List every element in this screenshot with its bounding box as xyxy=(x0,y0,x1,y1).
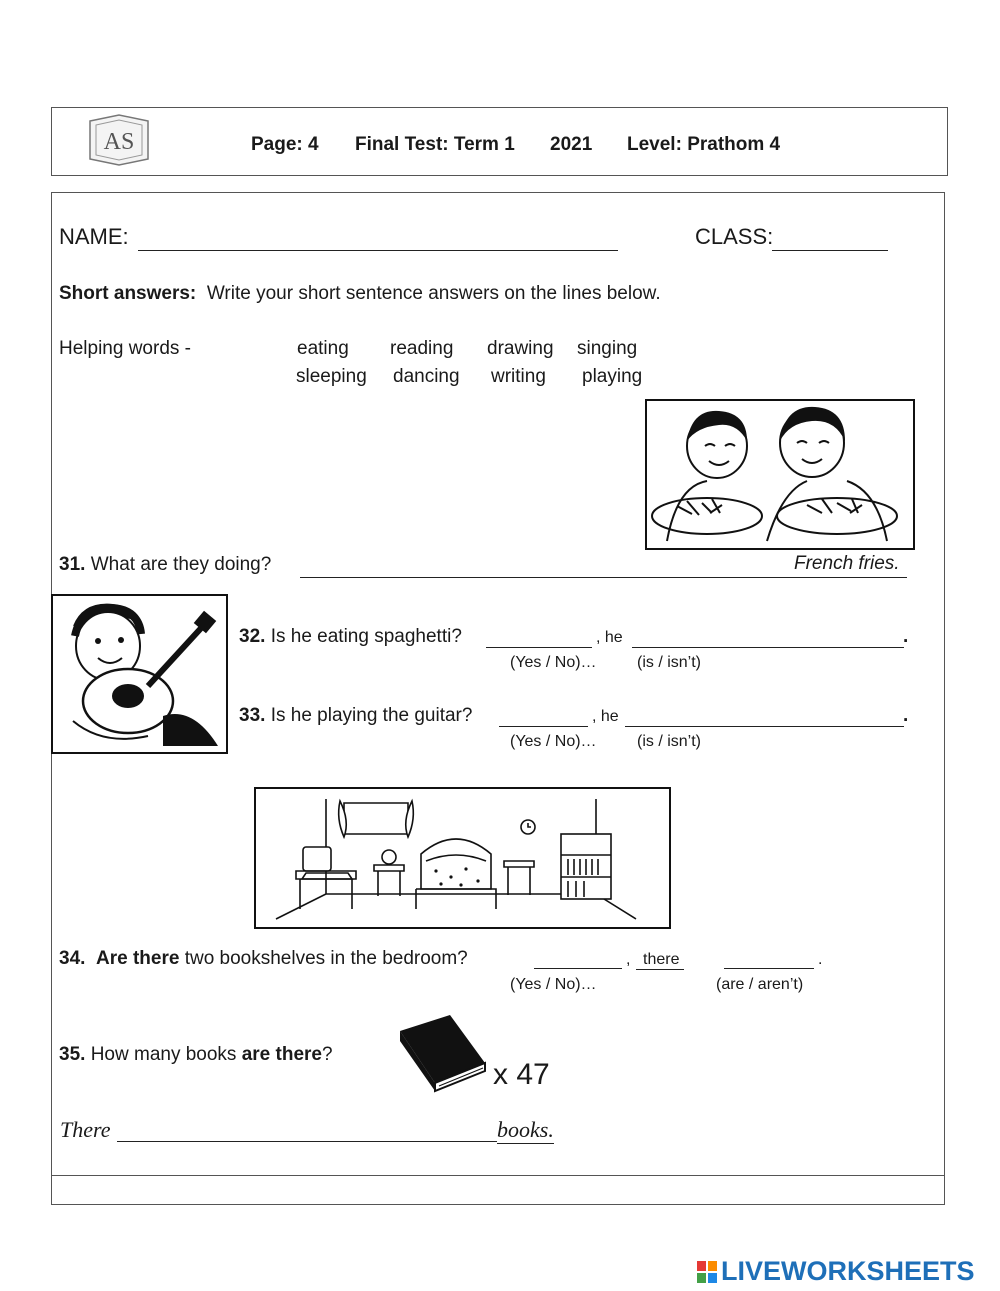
q32-hint-yes-no: (Yes / No)… xyxy=(510,654,597,671)
q35-number: 35. xyxy=(59,1044,86,1065)
q32-text: Is he eating spaghetti? xyxy=(270,626,462,647)
q31-underline xyxy=(792,577,907,578)
q33-prompt xyxy=(239,705,472,727)
class-field[interactable] xyxy=(772,225,888,251)
q31-suffix: French fries. xyxy=(794,553,900,574)
q34-prompt xyxy=(59,948,468,970)
q35-answer[interactable] xyxy=(117,1118,497,1142)
helping-word: writing xyxy=(491,366,546,387)
instructions-text: Write your short sentence answers on the lines below. xyxy=(206,283,661,304)
q32-comma-he: , he xyxy=(596,629,623,646)
q33-period: . xyxy=(903,705,909,726)
q33-number: 33. xyxy=(239,705,266,726)
brand-block xyxy=(708,1261,717,1271)
q33-comma-he: , he xyxy=(592,708,619,725)
q34-yes-no-field[interactable] xyxy=(534,947,622,969)
q35-text-a: How many books xyxy=(90,1044,237,1065)
liveworksheets-logo xyxy=(697,1256,975,1287)
q35-prompt xyxy=(59,1044,333,1066)
q34-there-text: there xyxy=(643,951,680,968)
q32-prompt xyxy=(239,626,462,648)
q32-yes-no-field[interactable] xyxy=(486,626,592,648)
q34-bold: Are there xyxy=(95,948,180,969)
class-label: CLASS: xyxy=(695,224,774,249)
q32-period: . xyxy=(903,626,909,647)
instructions xyxy=(59,283,661,305)
test-level: Level: Prathom 4 xyxy=(627,134,781,155)
q35-answer-start: There xyxy=(60,1117,111,1142)
boy-guitar-picture xyxy=(51,594,228,754)
svg-text:AS: AS xyxy=(103,129,135,155)
brand-color-blocks xyxy=(697,1261,717,1283)
q34-are-arent-field[interactable] xyxy=(724,947,814,969)
test-title: Final Test: Term 1 xyxy=(355,134,515,155)
q33-answer[interactable] xyxy=(625,705,904,727)
name-field[interactable] xyxy=(138,225,618,251)
helping-word: eating xyxy=(297,338,349,359)
q31-prompt xyxy=(59,554,271,576)
book-count: x 47 xyxy=(493,1058,550,1091)
q31-text: What are they doing? xyxy=(90,554,272,575)
q33-hint-yes-no: (Yes / No)… xyxy=(510,733,597,750)
q33-hint-is-isnt: (is / isn’t) xyxy=(637,733,701,750)
brand-block xyxy=(708,1273,717,1283)
name-label: NAME: xyxy=(59,224,129,249)
q34-number: 34. xyxy=(59,948,86,969)
q34-hint-are-arent: (are / aren’t) xyxy=(716,976,804,993)
q35-bold: are there xyxy=(241,1044,322,1065)
helping-word: singing xyxy=(577,338,638,359)
q33-text: Is he playing the guitar? xyxy=(270,705,473,726)
helping-word: sleeping xyxy=(296,366,367,387)
q32-answer[interactable] xyxy=(632,626,904,648)
helping-word: drawing xyxy=(487,338,554,359)
brand-block xyxy=(697,1273,706,1283)
q34-hint-yes-no: (Yes / No)… xyxy=(510,976,597,993)
page-number: Page: 4 xyxy=(251,134,319,155)
bedroom-picture xyxy=(254,787,671,929)
book-icon xyxy=(395,1013,490,1093)
q32-hint-is-isnt: (is / isn’t) xyxy=(637,654,701,671)
q34-period: . xyxy=(818,951,823,968)
helping-label: Helping words - xyxy=(59,338,191,359)
brand-block xyxy=(697,1261,706,1271)
test-year: 2021 xyxy=(550,134,593,155)
q35-text-b: ? xyxy=(322,1044,333,1065)
children-eating-picture xyxy=(645,399,915,550)
helping-word: dancing xyxy=(393,366,460,387)
q35-answer-end: books. xyxy=(497,1117,554,1142)
instructions-bold: Short answers: xyxy=(59,283,197,304)
q34-comma: , xyxy=(626,951,631,968)
q34-there xyxy=(636,951,684,970)
helping-word: playing xyxy=(582,366,643,387)
school-logo xyxy=(84,113,154,167)
q31-answer[interactable] xyxy=(300,556,792,578)
helping-word: reading xyxy=(390,338,454,359)
q33-yes-no-field[interactable] xyxy=(499,705,588,727)
brand-name: LIVEWORKSHEETS xyxy=(721,1256,975,1286)
footer-strip xyxy=(51,1175,945,1205)
q34-text: two bookshelves in the bedroom? xyxy=(184,948,468,969)
q31-number: 31. xyxy=(59,554,86,575)
q32-number: 32. xyxy=(239,626,266,647)
